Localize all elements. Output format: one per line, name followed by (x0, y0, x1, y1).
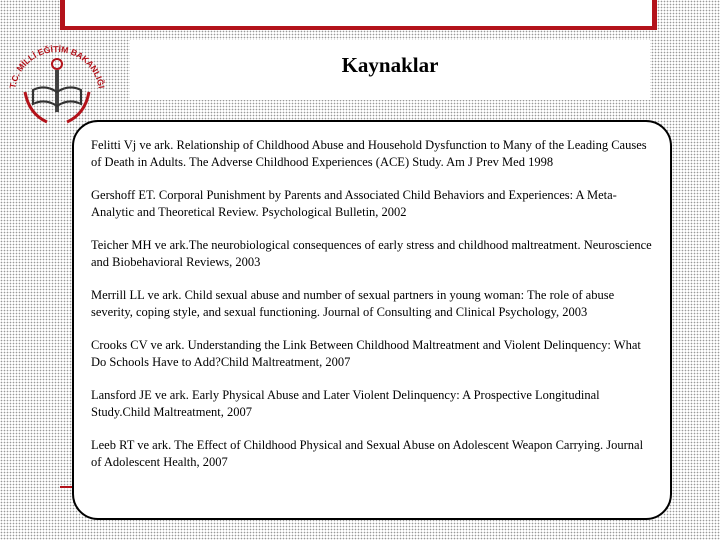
reference-item: Gershoff ET. Corporal Punishment by Parents and Associated Child Behaviors and Experiences: A Meta-Analytic and Theoretical Review. Psychological Bulletin, 2002 (91, 188, 617, 219)
reference-item: Leeb RT ve ark. The Effect of Childhood Physical and Sexual Abuse on Adolescent Weapon Carrying. Journal of Adolescent Health, 2007 (91, 438, 644, 469)
page-title: Kaynaklar (341, 53, 439, 77)
reference-item: Crooks CV ve ark. Understanding the Link Between Childhood Maltreatment and Violent Delinquency: What Do Schools Have to Add?Child Maltreatment, 2007 (91, 338, 641, 369)
torch-flame-icon (52, 59, 62, 69)
reference-item: Felitti Vj ve ark. Relationship of Childhood Abuse and Household Dysfunction to Many of the Leading Causes of Death in Adults. The Adverse Childhood Experiences (ACE) Study. Am J Prev Med 1998 (91, 138, 647, 169)
reference-item: Lansford JE ve ark. Early Physical Abuse and Later Violent Delinquency: A Prospective Longitudinal Study.Child Maltreatment, 2007 (91, 388, 600, 419)
logo-text: T.C. MİLLİ EĞİTİM BAKANLIĞI (7, 43, 107, 90)
top-band-inner (65, 0, 652, 26)
reference-item: Teicher MH ve ark.The neurobiological consequences of early stress and childhood maltreatment. Neuroscience and Biobehavioral Reviews, 2003 (91, 238, 652, 269)
title-area (130, 40, 650, 100)
references-list (91, 137, 653, 487)
reference-item: Merrill LL ve ark. Child sexual abuse and number of sexual partners in young woman: The role of abuse severity, coping style, and sexual functioning. Journal of Consulting and Clinical Psychology, 2003 (91, 288, 615, 319)
